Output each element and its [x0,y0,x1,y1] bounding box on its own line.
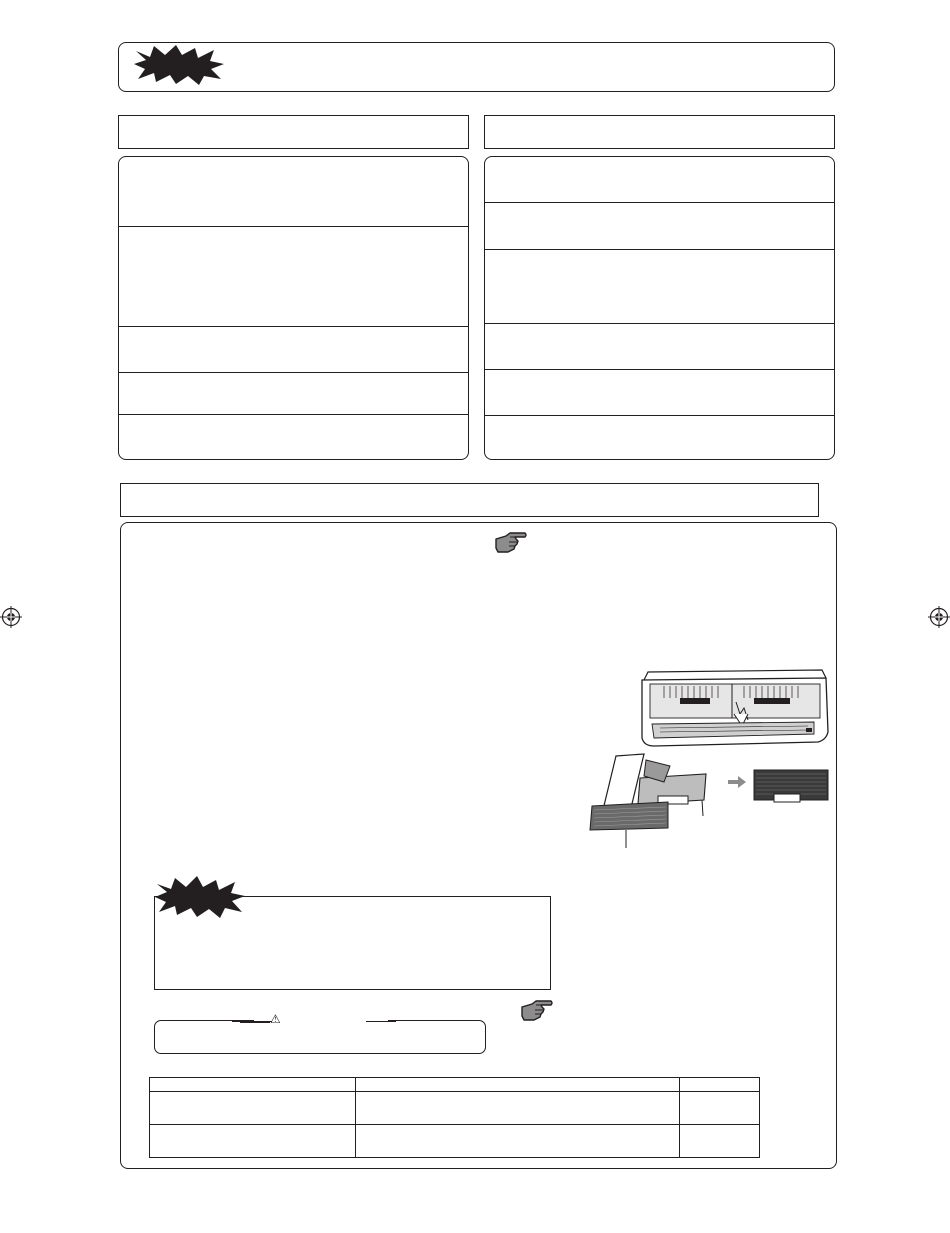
caution-heading-rule [366,1021,396,1022]
caution-heading-rule [232,1021,272,1022]
pointing-hand-icon [494,532,528,554]
right-list-divider [485,249,834,250]
table-cell [150,1078,356,1092]
air-filter-illustration [586,752,832,858]
left-list-divider [119,372,468,373]
right-section-header [484,115,835,149]
specification-table [149,1077,760,1158]
pointing-hand-icon [520,1000,554,1022]
table-cell [150,1125,356,1158]
left-section-header [118,115,469,149]
starburst-badge-icon [153,876,247,918]
starburst-badge-icon [132,45,226,85]
registration-mark-left-icon [0,606,22,628]
right-list-divider [485,369,834,370]
registration-mark-right-icon [928,606,950,628]
left-list-divider [119,226,468,227]
table-cell [150,1092,356,1125]
table-row [150,1092,760,1125]
table-cell [680,1092,760,1125]
table-cell [680,1125,760,1158]
left-item-list [118,156,469,460]
table-cell [356,1092,680,1125]
right-list-divider [485,323,834,324]
table-cell [356,1078,680,1092]
table-row [150,1125,760,1158]
table-cell [356,1125,680,1158]
caution-heading-rule [240,1022,270,1023]
left-list-divider [119,326,468,327]
warning-triangle-icon: ⚠ [270,1012,281,1026]
left-list-divider [119,414,468,415]
right-item-list [484,156,835,460]
right-list-divider [485,415,834,416]
indoor-unit-illustration [636,668,830,754]
right-list-divider [485,202,834,203]
table-row [150,1078,760,1092]
maintenance-section-header [120,483,819,517]
table-cell [680,1078,760,1092]
caution-heading [262,1012,362,1029]
